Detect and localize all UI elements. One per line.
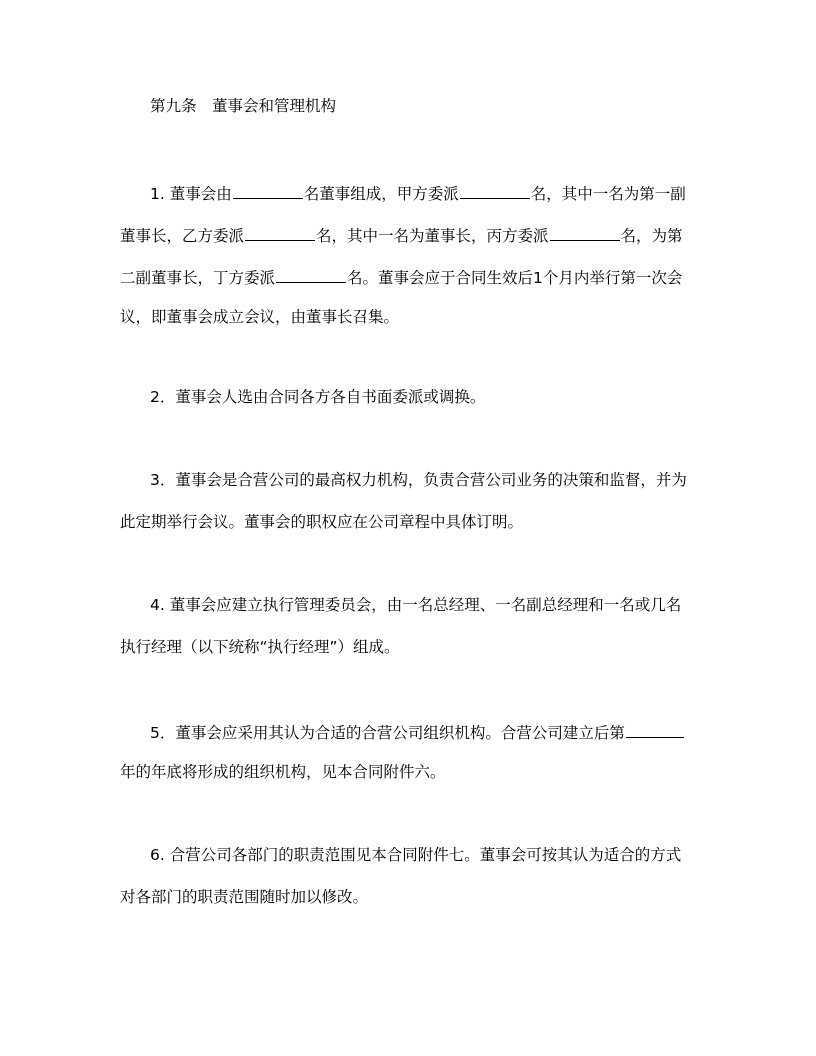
text-segment: 6. 合营公司各部门的职责范围见本合同附件七。董事会可按其认为适合的方式 xyxy=(150,846,682,864)
text-segment: 名，其中一名为董事长，丙方委派 xyxy=(316,227,549,245)
text-segment: 名董事组成，甲方委派 xyxy=(303,185,459,203)
text-segment: 5．董事会应采用其认为合适的合营公司组织机构。合营公司建立后第 xyxy=(150,724,625,742)
paragraph-5-line-2 xyxy=(120,761,446,783)
paragraph-6-line-1 xyxy=(150,844,681,866)
text-segment: 名，为第 xyxy=(620,227,683,245)
paragraph-2 xyxy=(150,386,485,408)
fill-blank xyxy=(245,222,315,241)
paragraph-1-line-2 xyxy=(120,222,683,247)
paragraph-6-line-2 xyxy=(120,886,368,908)
text-segment: 董事长，乙方委派 xyxy=(120,227,245,245)
paragraph-3-line-2 xyxy=(120,511,523,533)
article-title-text: 第九条 董事会和管理机构 xyxy=(150,97,337,115)
fill-blank xyxy=(550,222,620,241)
fill-blank xyxy=(460,180,530,199)
text-segment: 此定期举行会议。董事会的职权应在公司章程中具体订明。 xyxy=(120,513,524,531)
text-segment: 对各部门的职责范围随时加以修改。 xyxy=(120,888,369,906)
text-segment: 3．董事会是合营公司的最高权力机构，负责合营公司业务的决策和监督，并为 xyxy=(150,471,687,489)
paragraph-4-line-1 xyxy=(150,594,681,616)
fill-blank xyxy=(626,719,684,738)
text-segment: 议，即董事会成立会议，由董事长召集。 xyxy=(120,308,400,326)
text-segment: 4. 董事会应建立执行管理委员会，由一名总经理、一名副总经理和一名或几名 xyxy=(150,596,682,614)
text-segment: 二副董事长，丁方委派 xyxy=(120,269,276,287)
fill-blank xyxy=(276,264,346,283)
paragraph-5-line-1 xyxy=(150,719,685,744)
text-segment: 名，其中一名为第一副 xyxy=(530,185,686,203)
paragraph-1-line-1 xyxy=(150,180,686,205)
text-segment: 1. 董事会由 xyxy=(150,185,232,203)
text-segment: 执行经理（以下统称“执行经理”）组成。 xyxy=(120,638,400,656)
paragraph-3-line-1 xyxy=(150,469,687,491)
text-segment: 年的年底将形成的组织机构，见本合同附件六。 xyxy=(120,763,446,781)
fill-blank xyxy=(233,180,303,199)
text-segment: 2．董事会人选由合同各方各自书面委派或调换。 xyxy=(150,388,486,406)
paragraph-1-line-3 xyxy=(120,264,682,289)
paragraph-4-line-2 xyxy=(120,636,400,658)
paragraph-1-line-4 xyxy=(120,306,399,328)
article-title xyxy=(150,95,336,117)
text-segment: 名。董事会应于合同生效后1个月内举行第一次会 xyxy=(347,269,683,287)
